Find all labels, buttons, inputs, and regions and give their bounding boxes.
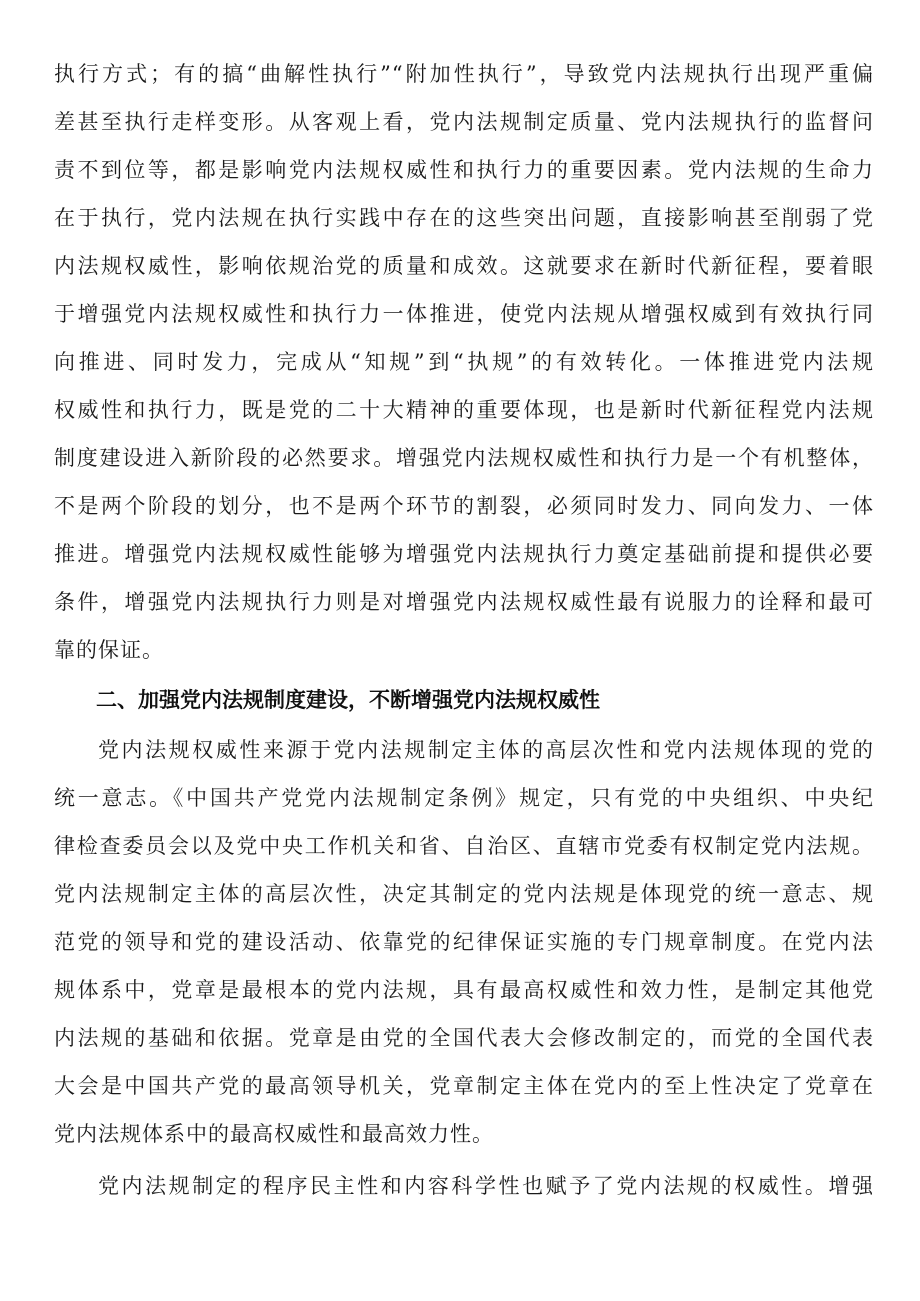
paragraph-line: 权威性和执行力，既是党的二十大精神的重要体现，也是新时代新征程党内法规 [54,398,874,422]
paragraph-line: 统一意志。《中国共产党党内法规制定条例》规定，只有党的中央组织、中央纪 [54,786,874,810]
paragraph-line: 党内法规体系中的最高权威性和最高效力性。 [54,1122,494,1146]
paragraph-line: 律检查委员会以及党中央工作机关和省、自治区、直辖市党委有权制定党内法规。 [54,834,874,858]
paragraph-line: 不是两个阶段的划分，也不是两个环节的割裂，必须同时发力、同向发力、一体 [54,494,874,518]
paragraph-line: 责不到位等，都是影响党内法规权威性和执行力的重要因素。党内法规的生命力 [54,158,874,182]
paragraph-line: 大会是中国共产党的最高领导机关，党章制定主体在党内的至上性决定了党章在 [54,1074,874,1098]
paragraph-line: 于增强党内法规权威性和执行力一体推进，使党内法规从增强权威到有效执行同 [54,302,874,326]
paragraph-line: 推进。增强党内法规权威性能够为增强党内法规执行力奠定基础前提和提供必要 [54,542,874,566]
section-heading: 二、加强党内法规制度建设，不断增强党内法规权威性 [96,688,600,712]
paragraph-line: 范党的领导和党的建设活动、依靠党的纪律保证实施的专门规章制度。在党内法 [54,930,874,954]
paragraph-line: 内法规的基础和依据。党章是由党的全国代表大会修改制定的，而党的全国代表 [54,1026,874,1050]
paragraph-line: 向推进、同时发力，完成从“知规”到“执规”的有效转化。一体推进党内法规 [54,350,874,374]
paragraph-line: 内法规权威性，影响依规治党的质量和成效。这就要求在新时代新征程，要着眼 [54,254,874,278]
paragraph-line: 党内法规权威性来源于党内法规制定主体的高层次性和党内法规体现的党的 [98,738,874,762]
paragraph-line: 靠的保证。 [54,638,164,662]
paragraph-line: 条件，增强党内法规执行力则是对增强党内法规权威性最有说服力的诠释和最可 [54,590,874,614]
paragraph-line: 党内法规制定主体的高层次性，决定其制定的党内法规是体现党的统一意志、规 [54,882,874,906]
paragraph-line: 党内法规制定的程序民主性和内容科学性也赋予了党内法规的权威性。增强 [98,1174,874,1198]
paragraph-line: 执行方式；有的搞“曲解性执行”“附加性执行”，导致党内法规执行出现严重偏 [54,62,874,86]
paragraph-line: 制度建设进入新阶段的必然要求。增强党内法规权威性和执行力是一个有机整体， [54,446,874,470]
paragraph-line: 规体系中，党章是最根本的党内法规，具有最高权威性和效力性，是制定其他党 [54,978,874,1002]
paragraph-line: 在于执行，党内法规在执行实践中存在的这些突出问题，直接影响甚至削弱了党 [54,206,874,230]
paragraph-line: 差甚至执行走样变形。从客观上看，党内法规制定质量、党内法规执行的监督问 [54,110,874,134]
